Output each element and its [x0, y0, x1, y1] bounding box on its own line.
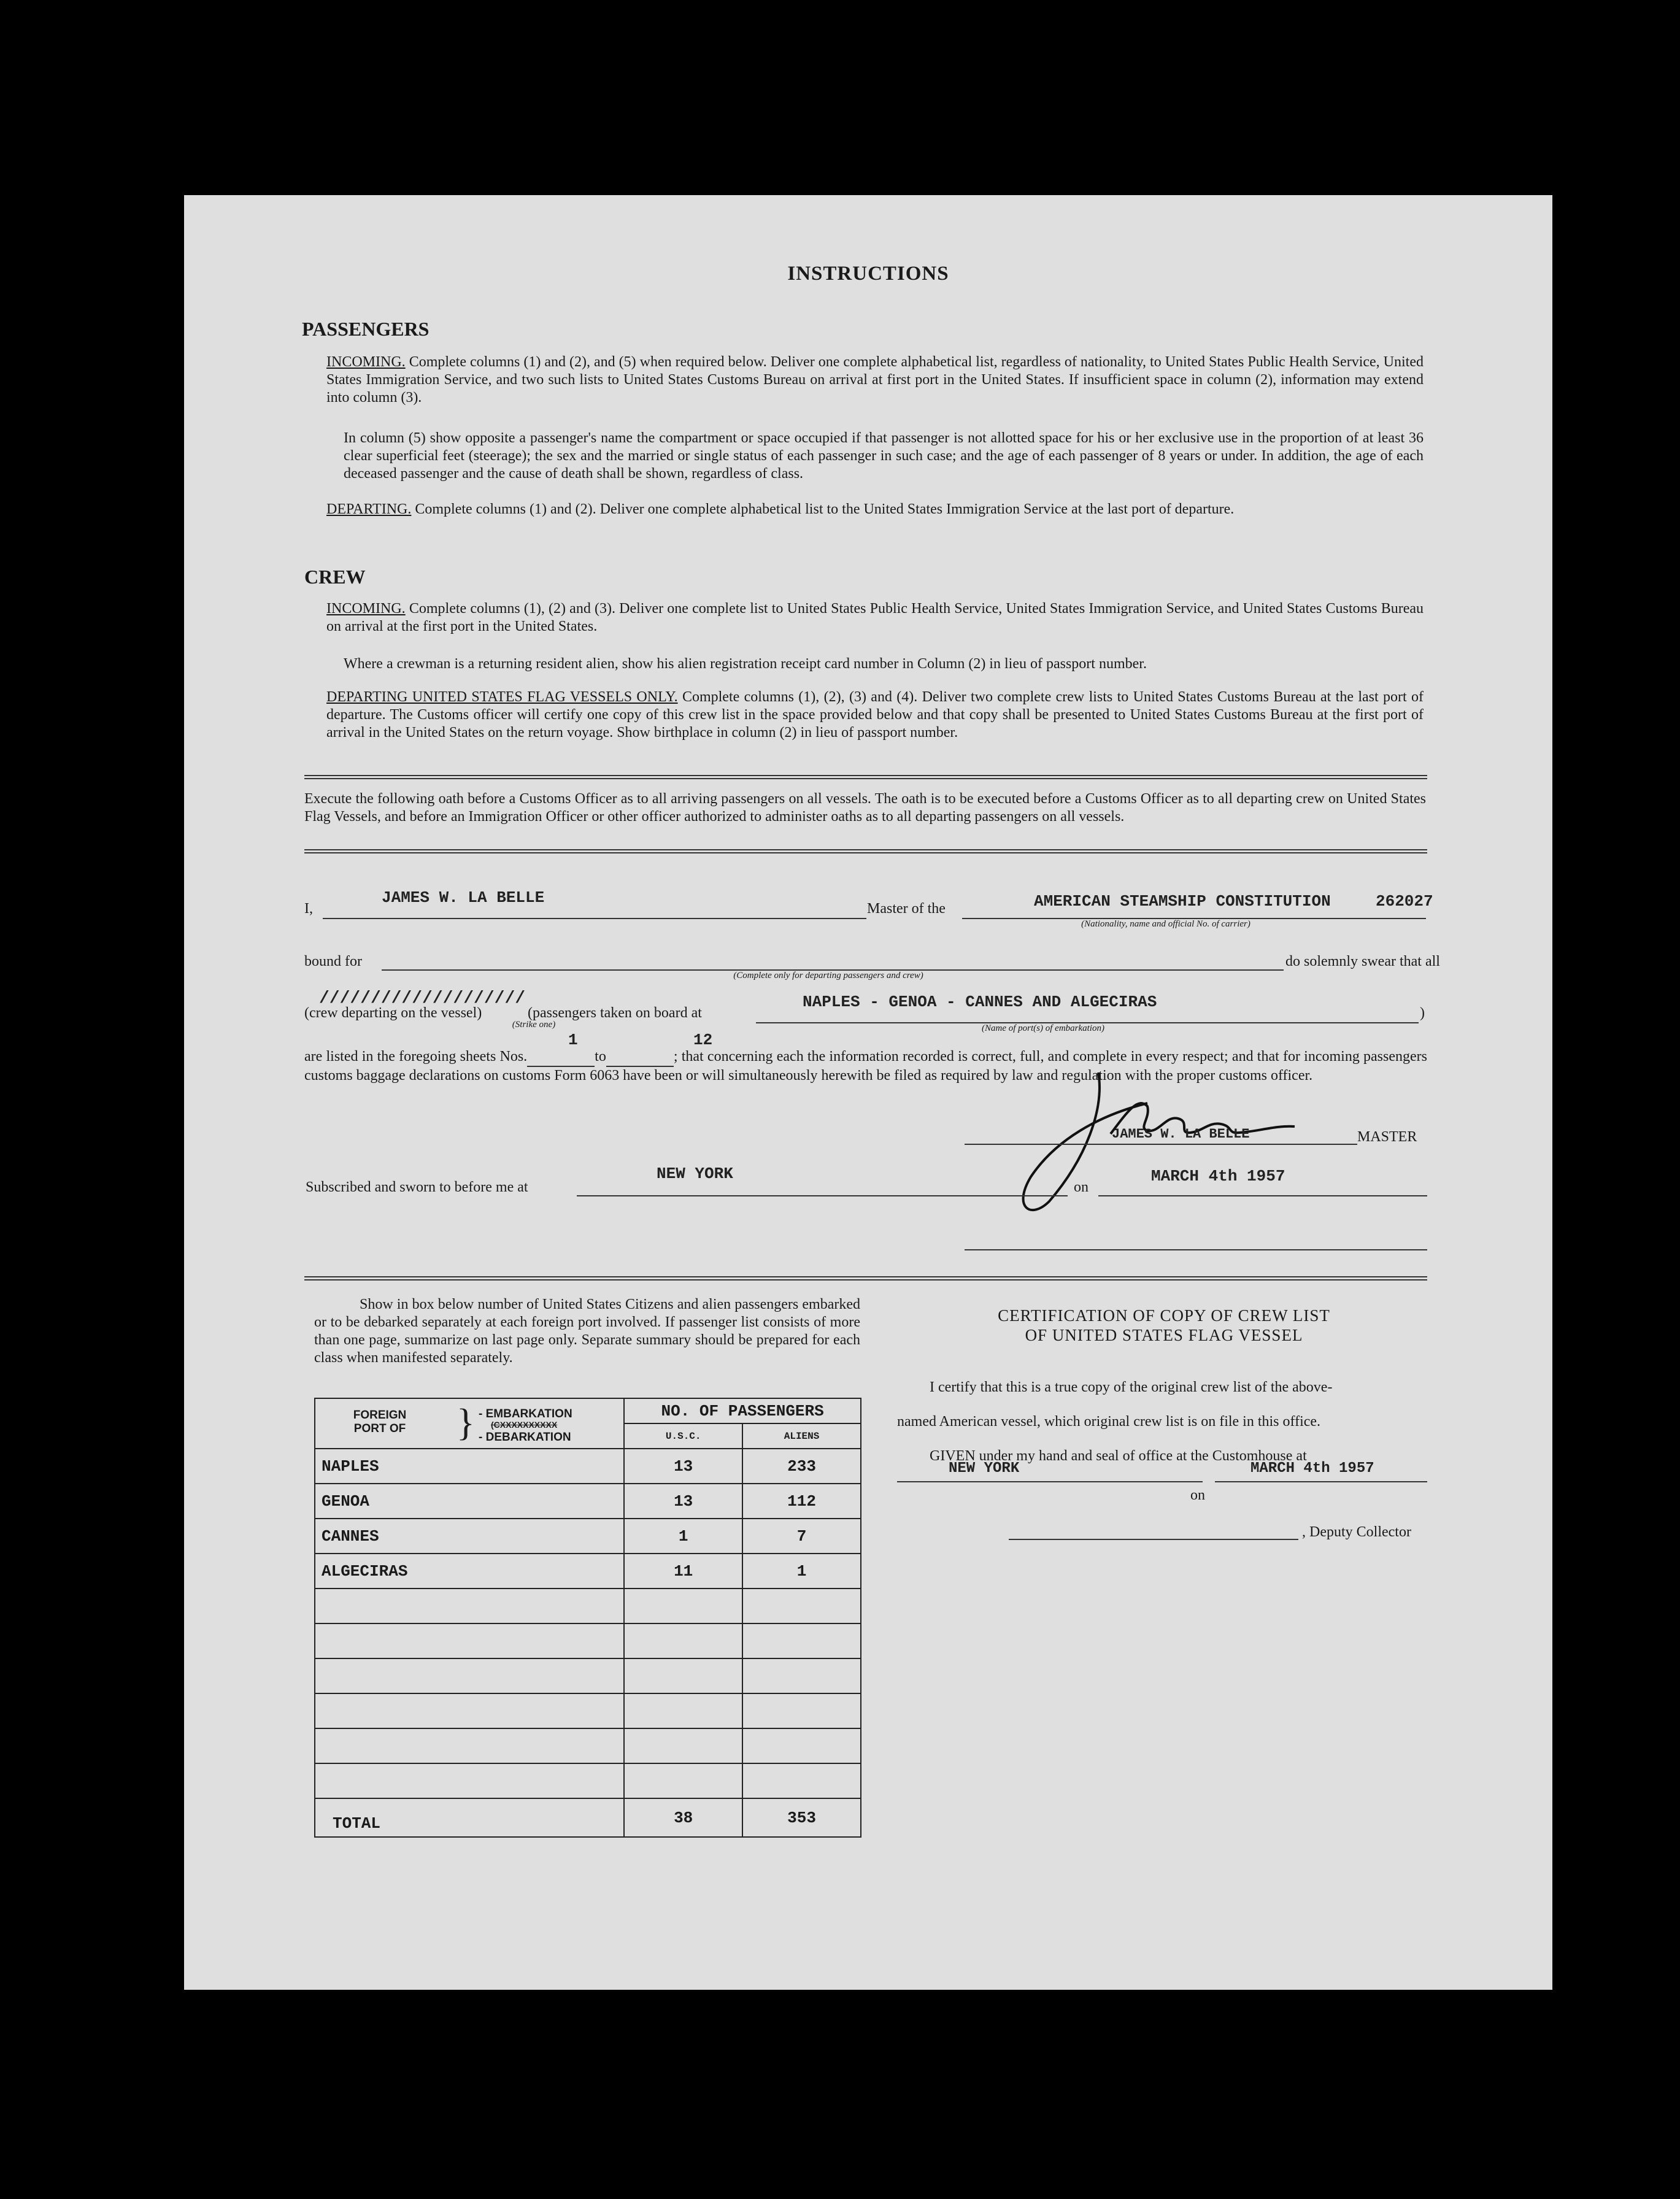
vessel-name: AMERICAN STEAMSHIP CONSTITUTION — [1034, 892, 1331, 911]
embarkation-header: - EMBARKATION — [479, 1408, 572, 1420]
close-paren: ) — [1420, 1005, 1425, 1021]
certification-place: NEW YORK — [949, 1460, 1020, 1477]
port-cell — [315, 1763, 624, 1798]
listed-label: are listed in the foregoing sheets Nos. — [304, 1049, 528, 1065]
crew-departing-paragraph — [326, 688, 1424, 742]
aliens-cell — [742, 1728, 861, 1763]
aliens-cell — [742, 1623, 861, 1658]
certification-heading-line-2: OF UNITED STATES FLAG VESSEL — [1025, 1326, 1303, 1344]
usc-cell — [624, 1658, 742, 1693]
oath-divider — [304, 849, 1427, 853]
sheet-to-line — [606, 1048, 674, 1067]
usc-cell: 1 — [624, 1519, 742, 1554]
aliens-cell: 112 — [742, 1484, 861, 1519]
embarkation-strike-header: (CXXXXXXXXXX — [491, 1420, 558, 1430]
port-cell — [315, 1728, 624, 1763]
aliens-header: ALIENS — [742, 1423, 861, 1449]
passengers-header: NO. OF PASSENGERS — [624, 1398, 861, 1423]
port-cell — [315, 1589, 624, 1623]
passengers-incoming-label: INCOMING. — [326, 354, 406, 370]
aliens-cell: 1 — [742, 1554, 861, 1589]
passengers-option: (passengers taken on board at — [528, 1005, 702, 1021]
crew-departing-option: (crew departing on the vessel) — [304, 1005, 482, 1021]
port-cell — [315, 1693, 624, 1728]
aliens-cell — [742, 1693, 861, 1728]
passengers-heading: PASSENGERS — [302, 318, 430, 340]
signature-typed-name: JAMES W. LA BELLE — [1112, 1126, 1250, 1142]
usc-cell — [624, 1693, 742, 1728]
oath-intro: Execute the following oath before a Customs Officer as to all arriving passengers on all vessels. The oath is to be executed before a Customs Officer as to all departing crew on United States Flag Vessels, and before an Immigration Officer or other officer authorized to administer oaths as to all departing passengers on all vessels. — [304, 791, 1426, 825]
crew-resident-paragraph: Where a crewman is a returning resident alien, show his alien registration receipt card number in Column (2) in lieu of passport number. — [344, 656, 1147, 672]
crew-departing-text: Complete columns (1), (2), (3) and (4). Deliver two complete crew lists to United States Customs Bureau at the last port of departure. The Customs officer will certify one copy of this crew list in the space provided below and that copy shall be presented to United States Customs Bureau at the first port of arrival in the United States on the return voyage. Show birthplace in column (2) in lieu of passport number. — [326, 689, 1424, 741]
usc-cell: 13 — [624, 1484, 742, 1519]
aliens-cell: 233 — [742, 1449, 861, 1484]
master-label: MASTER — [1357, 1129, 1417, 1145]
usc-cell: 11 — [624, 1554, 742, 1589]
aliens-cell — [742, 1763, 861, 1798]
sheet-to: 12 — [693, 1031, 713, 1049]
foreign-port-header: FOREIGN PORT OF — [353, 1409, 407, 1435]
oath-i-label: I, — [304, 901, 313, 917]
sworn-on-label: on — [1074, 1179, 1089, 1195]
usc-cell — [624, 1589, 742, 1623]
passengers-incoming-text: Complete columns (1) and (2), and (5) when required below. Deliver one complete alphabetical list, regardless of nationality, to United States Public Health Service, United States Immigration Service, and two such lists to United States Customs Bureau on arrival at first port in the United States. If insufficient space in column (2), information may extend into column (3). — [326, 354, 1424, 406]
debarkation-header: - DEBARKATION — [479, 1431, 571, 1444]
table-row — [315, 1693, 861, 1728]
table-header-row — [315, 1398, 861, 1423]
sworn-date-line — [1098, 1194, 1427, 1196]
crew-strikeout: //////////////////// — [319, 989, 526, 1008]
passengers-departing-label: DEPARTING. — [326, 501, 412, 517]
certification-place-line — [897, 1480, 1203, 1482]
sheet-from-line — [527, 1048, 595, 1067]
collector-line — [1009, 1538, 1298, 1540]
vessel-caption: (Nationality, name and official No. of carrier) — [1081, 919, 1250, 929]
usc-cell — [624, 1623, 742, 1658]
passengers-column5-paragraph: In column (5) show opposite a passenger's name the compartment or space occupied if that passenger is not allotted space for his or her exclusive use in the proportion of at least 36 clear superficial feet (steerage); the sex and the married or single status of each passenger in such case; and the age of each passenger of 8 years or under. In addition, the age of each deceased passenger and the cause of death shall be shown, regardless of class. — [344, 430, 1424, 482]
table-row — [315, 1763, 861, 1798]
certification-on-label: on — [1190, 1487, 1205, 1503]
passengers-departing-text: Complete columns (1) and (2). Deliver one complete alphabetical list to the United States Immigration Service at the last port of departure. — [415, 501, 1235, 517]
crew-heading: CREW — [304, 566, 366, 588]
bound-for-caption: (Complete only for departing passengers and crew) — [733, 971, 923, 980]
certification-date-line — [1215, 1480, 1427, 1482]
summary-intro: Show in box below number of United States Citizens and alien passengers embarked or to be debarked separately at each foreign port involved. If passenger list consists of more than one page, summarize on last page only. Separate summary should be prepared for each class when manifested separately. — [314, 1296, 860, 1366]
signature-line — [965, 1142, 1357, 1145]
to-label: to — [595, 1049, 606, 1065]
listed-text: ; that concerning each the information recorded is correct, full, and complete in every respect; and that for incoming passengers customs baggage declarations on customs Form 6063 have been or will simultaneously herewith be filed as required by law and regulation with the proper customs officer. — [304, 1049, 1427, 1084]
officer-signature-line — [965, 1248, 1427, 1250]
certification-text-1: I certify that this is a true copy of the original crew list of the above- — [930, 1379, 1333, 1395]
table-row — [315, 1589, 861, 1623]
table-row — [315, 1623, 861, 1658]
sworn-date: MARCH 4th 1957 — [1151, 1167, 1285, 1185]
passengers-departing-paragraph — [326, 501, 1424, 518]
usc-cell — [624, 1763, 742, 1798]
usc-cell: 13 — [624, 1449, 742, 1484]
total-row — [315, 1798, 861, 1837]
table-row — [315, 1449, 861, 1484]
crew-incoming-text: Complete columns (1), (2) and (3). Deliver one complete list to United States Public Health Service, United States Immigration Service, and United States Customs Bureau on arrival at the first port in the United States. — [326, 601, 1424, 634]
deputy-collector-label: , Deputy Collector — [1302, 1524, 1411, 1540]
port-cell — [315, 1623, 624, 1658]
master-of-label: Master of the — [867, 901, 946, 917]
total-aliens: 353 — [742, 1798, 861, 1837]
table-row — [315, 1554, 861, 1589]
passenger-summary-table — [314, 1398, 861, 1838]
certification-heading-line-1: CERTIFICATION OF COPY OF CREW LIST — [998, 1306, 1330, 1325]
certification-given: GIVEN under my hand and seal of office at the Customhouse at — [930, 1448, 1307, 1464]
total-label: TOTAL — [315, 1798, 624, 1837]
section-divider — [304, 775, 1427, 779]
swear-text: do solemnly swear that all — [1285, 953, 1440, 969]
port-cell: NAPLES — [315, 1449, 624, 1484]
page-title: INSTRUCTIONS — [787, 263, 949, 285]
bound-for-label: bound for — [304, 953, 362, 969]
sheet-from: 1 — [568, 1031, 578, 1049]
embarkation-ports: NAPLES - GENOA - CANNES AND ALGECIRAS — [803, 993, 1157, 1011]
crew-departing-label: DEPARTING UNITED STATES FLAG VESSELS ONLY. — [326, 689, 678, 705]
table-row — [315, 1658, 861, 1693]
document-page — [184, 195, 1552, 1990]
passengers-incoming-paragraph — [326, 353, 1424, 407]
ports-caption: (Name of port(s) of embarkation) — [982, 1023, 1104, 1033]
summary-divider — [304, 1276, 1427, 1281]
total-usc: 38 — [624, 1798, 742, 1837]
header-brace: } — [457, 1402, 475, 1444]
sworn-place-line — [577, 1194, 1068, 1196]
aliens-cell — [742, 1589, 861, 1623]
sworn-label: Subscribed and sworn to before me at — [306, 1179, 528, 1195]
sworn-place: NEW YORK — [657, 1165, 733, 1183]
port-cell: ALGECIRAS — [315, 1554, 624, 1589]
vessel-number: 262027 — [1376, 892, 1433, 911]
usc-cell — [624, 1728, 742, 1763]
aliens-cell — [742, 1658, 861, 1693]
master-name: JAMES W. LA BELLE — [382, 888, 545, 907]
usc-header: U.S.C. — [624, 1423, 742, 1449]
port-cell: CANNES — [315, 1519, 624, 1554]
table-row — [315, 1728, 861, 1763]
strike-one-caption: (Strike one) — [512, 1020, 556, 1030]
port-cell — [315, 1658, 624, 1693]
aliens-cell: 7 — [742, 1519, 861, 1554]
crew-incoming-paragraph — [326, 600, 1424, 636]
master-name-line — [323, 917, 866, 919]
certification-text-2: named American vessel, which original crew list is on file in this office. — [897, 1414, 1321, 1430]
crew-incoming-label: INCOMING. — [326, 601, 406, 617]
certification-heading — [903, 1306, 1425, 1345]
port-cell: GENOA — [315, 1484, 624, 1519]
table-row — [315, 1519, 861, 1554]
port-header-cell — [315, 1398, 624, 1449]
certification-date: MARCH 4th 1957 — [1250, 1460, 1374, 1477]
table-row — [315, 1484, 861, 1519]
